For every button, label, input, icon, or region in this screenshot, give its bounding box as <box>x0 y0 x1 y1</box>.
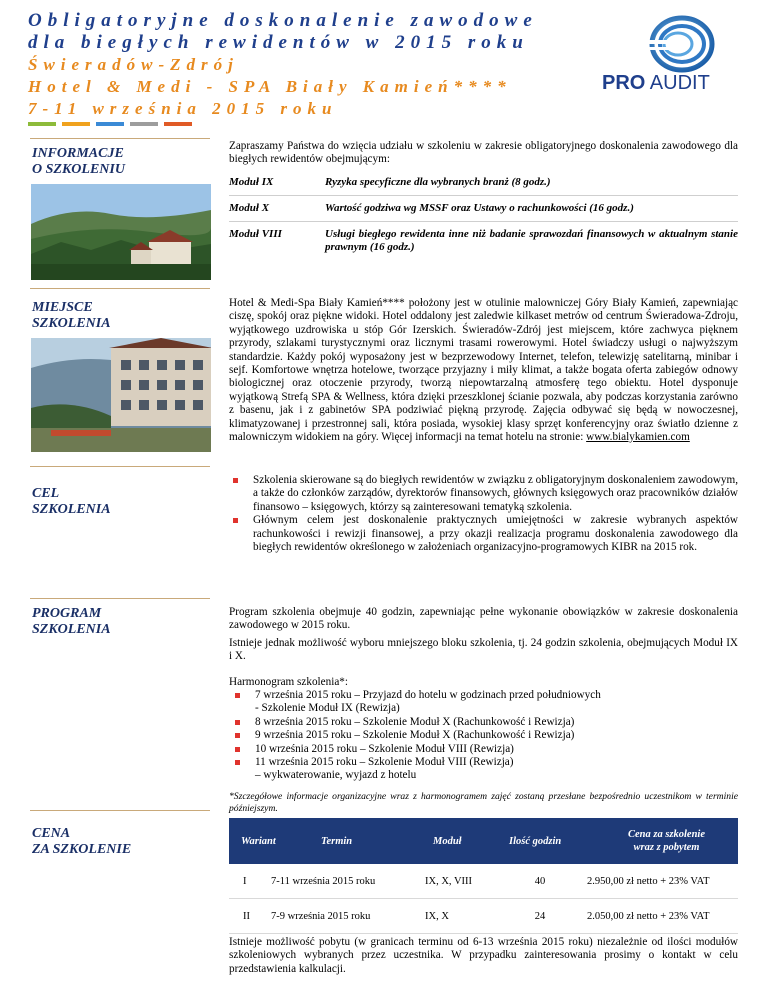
accent-bars <box>28 122 198 126</box>
module-row <box>229 196 738 222</box>
module-name: Moduł IX <box>229 176 274 188</box>
price-row: II 7-9 września 2015 roku IX, X 24 2.050,00 zł netto + 23% VAT <box>229 899 738 934</box>
section-title-program: PROGRAM SZKOLENIA <box>32 606 111 637</box>
goal-content <box>229 474 738 554</box>
program-paragraph: Istnieje jednak możliwość wyboru mniejszego bloku szkolenia, tj. 24 godzin szkolenia, obejmujących Moduł IX i X. <box>229 636 738 663</box>
module-name: Moduł X <box>229 202 270 214</box>
program-paragraph: Program szkolenia obejmuje 40 godzin, zapewniając pełne wykonanie obowiązków w zakresie doskonalenia zawodowego w 2015 roku. <box>229 606 738 632</box>
schedule-title: Harmonogram szkolenia*: <box>229 675 348 688</box>
section-title-info: INFORMACJE O SZKOLENIU <box>32 146 125 177</box>
goal-bullet: Głównym celem jest doskonalenie praktycznych umiejętności w zakresie wybranych aspektów rachunkowości i rewizji finansowej, a przy okazji realizacja programu doskonalenia zawodowego dla biegłych rewidentów określonego w założeniach organizacyjno-programowych KIBR na 2015 rok. <box>229 514 738 554</box>
section-title-place: MIEJSCE SZKOLENIA <box>32 300 111 331</box>
info-intro: Zapraszamy Państwa do wzięcia udziału w szkoleniu w zakresie obligatoryjnego doskonalenia zawodowego dla biegłych rewidentów obejmującym: <box>229 140 738 166</box>
schedule-item: 11 września 2015 roku – Szkolenie Moduł VIII (Rewizja) – wykwaterowanie, wyjazd z hotelu <box>229 756 738 783</box>
title-line-2: dla biegłych rewidentów w 2015 roku <box>28 32 529 53</box>
logo-text: PRO AUDIT <box>602 72 710 94</box>
accent-bar <box>164 122 192 126</box>
module-row <box>229 170 738 196</box>
schedule-item: 9 września 2015 roku – Szkolenie Moduł X (Rachunkowość i Rewizja) <box>229 729 738 742</box>
goal-bullet: Szkolenia skierowane są do biegłych rewidentów w związku z obligatoryjnym doskonaleniem zawodowym, a także do członków zarządów, dyrektorów finansowych, głównych księgowych oraz pracowników działów finansowo – księgowych, którzy są zainteresowani tematyką szkolenia. <box>229 474 738 514</box>
section-divider <box>30 598 210 599</box>
hotel-building-photo <box>31 338 211 452</box>
program-content <box>229 606 738 815</box>
section-divider <box>30 138 210 139</box>
module-name: Moduł VIII <box>229 228 282 240</box>
hotel-website-link[interactable]: www.bialykamien.com <box>586 431 690 444</box>
accent-bar <box>28 122 56 126</box>
header <box>28 10 538 120</box>
schedule-item: 7 września 2015 roku – Przyjazd do hotelu w godzinach przed południowych - Szkolenie Moduł IX (Rewizja) <box>229 689 738 716</box>
hotel-name: Hotel & Medi - SPA Biały Kamień**** <box>28 77 512 96</box>
accent-bar <box>62 122 90 126</box>
price-table <box>229 818 738 934</box>
location: Świeradów-Zdrój <box>28 55 239 74</box>
hotel-mountain-photo <box>31 184 211 280</box>
section-divider <box>30 288 210 289</box>
modules-table <box>229 170 738 260</box>
price-note: Istnieje możliwość pobytu (w granicach terminu od 6-13 września 2015 roku) niezależnie od ilości modułów szkoleniowych wybranych przez uczestnika. W przypadku zainteresowania prosimy o kontakt w celu przedstawienia kalkulacji. <box>229 936 738 975</box>
section-title-goal: CEL SZKOLENIA <box>32 486 111 517</box>
price-table-header: Wariant Termin Moduł Ilość godzin Cena za szkolenie wraz z pobytem <box>229 818 738 864</box>
schedule-footnote: *Szczegółowe informacje organizacyjne wraz z harmonogramem zajęć zostaną przesłane bezpośrednio uczestnikom w terminie późniejszym. <box>229 790 738 814</box>
module-desc: Usługi biegłego rewidenta inne niż badanie sprawozdań finansowych w aktualnym stanie prawnym (16 godz.) <box>325 228 738 253</box>
place-description: Hotel & Medi-Spa Biały Kamień**** położony jest w otulinie malowniczej Góry Biały Kamień, zapewniając ciszę, spokój oraz piękne widoki. Hotel oddalony jest zaledwie kilkaset metrów od centrum Świeradowa-Zdroju, wyjątkowego uzdrowiska u stóp Gór Izerskich. Świeradów-Zdrój jest miejscem, które zachwyca pięknem przyrody, szlakami turystycznymi oraz licznymi trasami rowerowymi. Hotel świadczy usługi o najwyższym standardzie. Każdy pokój wyposażony jest w bezprzewodowy Internet, telefon, telewizję satelitarną, minibar i sejf. Komfortowe wnętrza hotelowe, tworzące przyjazny i miły klimat, a także bogata oferta zabiegów odnowy biologicznej oraz otoczenie przyrody, tworzą niepowtarzalną atmosferę tego obiektu. Hotel dysponuje wyjątkową Strefą SPA & Wellness, która dzięki przeszklonej ścianie pozwala, aby podczas korzystania zarówno z basenu, jak i z gabinetów SPA podziwiać piękną przyrodę. Zajęcia odbywać się będą w nowoczesnej, klimatyzowanej i przestronnej sali, która posiada, wysokiej klasy sprzęt konferencyjny oraz światło dzienne z malowniczym widokiem na góry. Więcej informacji na temat hotelu na stronie: www.bialykamien.com <box>229 297 738 444</box>
price-row: I 7-11 września 2015 roku IX, X, VIII 40 2.950,00 zł netto + 23% VAT <box>229 864 738 899</box>
module-row <box>229 222 738 260</box>
title-line-1: Obligatoryjne doskonalenie zawodowe <box>28 10 538 31</box>
section-divider <box>30 810 210 811</box>
accent-bar <box>130 122 158 126</box>
schedule-item: 10 września 2015 roku – Szkolenie Moduł VIII (Rewizja) <box>229 743 738 756</box>
event-dates: 7-11 września 2015 roku <box>28 99 338 118</box>
accent-bar <box>96 122 124 126</box>
module-desc: Ryzyka specyficzne dla wybranych branż (8 godz.) <box>325 176 551 188</box>
section-title-price: CENA ZA SZKOLENIE <box>32 826 132 857</box>
section-divider <box>30 466 210 467</box>
module-desc: Wartość godziwa wg MSSF oraz Ustawy o rachunkowości (16 godz.) <box>325 202 634 214</box>
schedule-item: 8 września 2015 roku – Szkolenie Moduł X (Rachunkowość i Rewizja) <box>229 716 738 729</box>
